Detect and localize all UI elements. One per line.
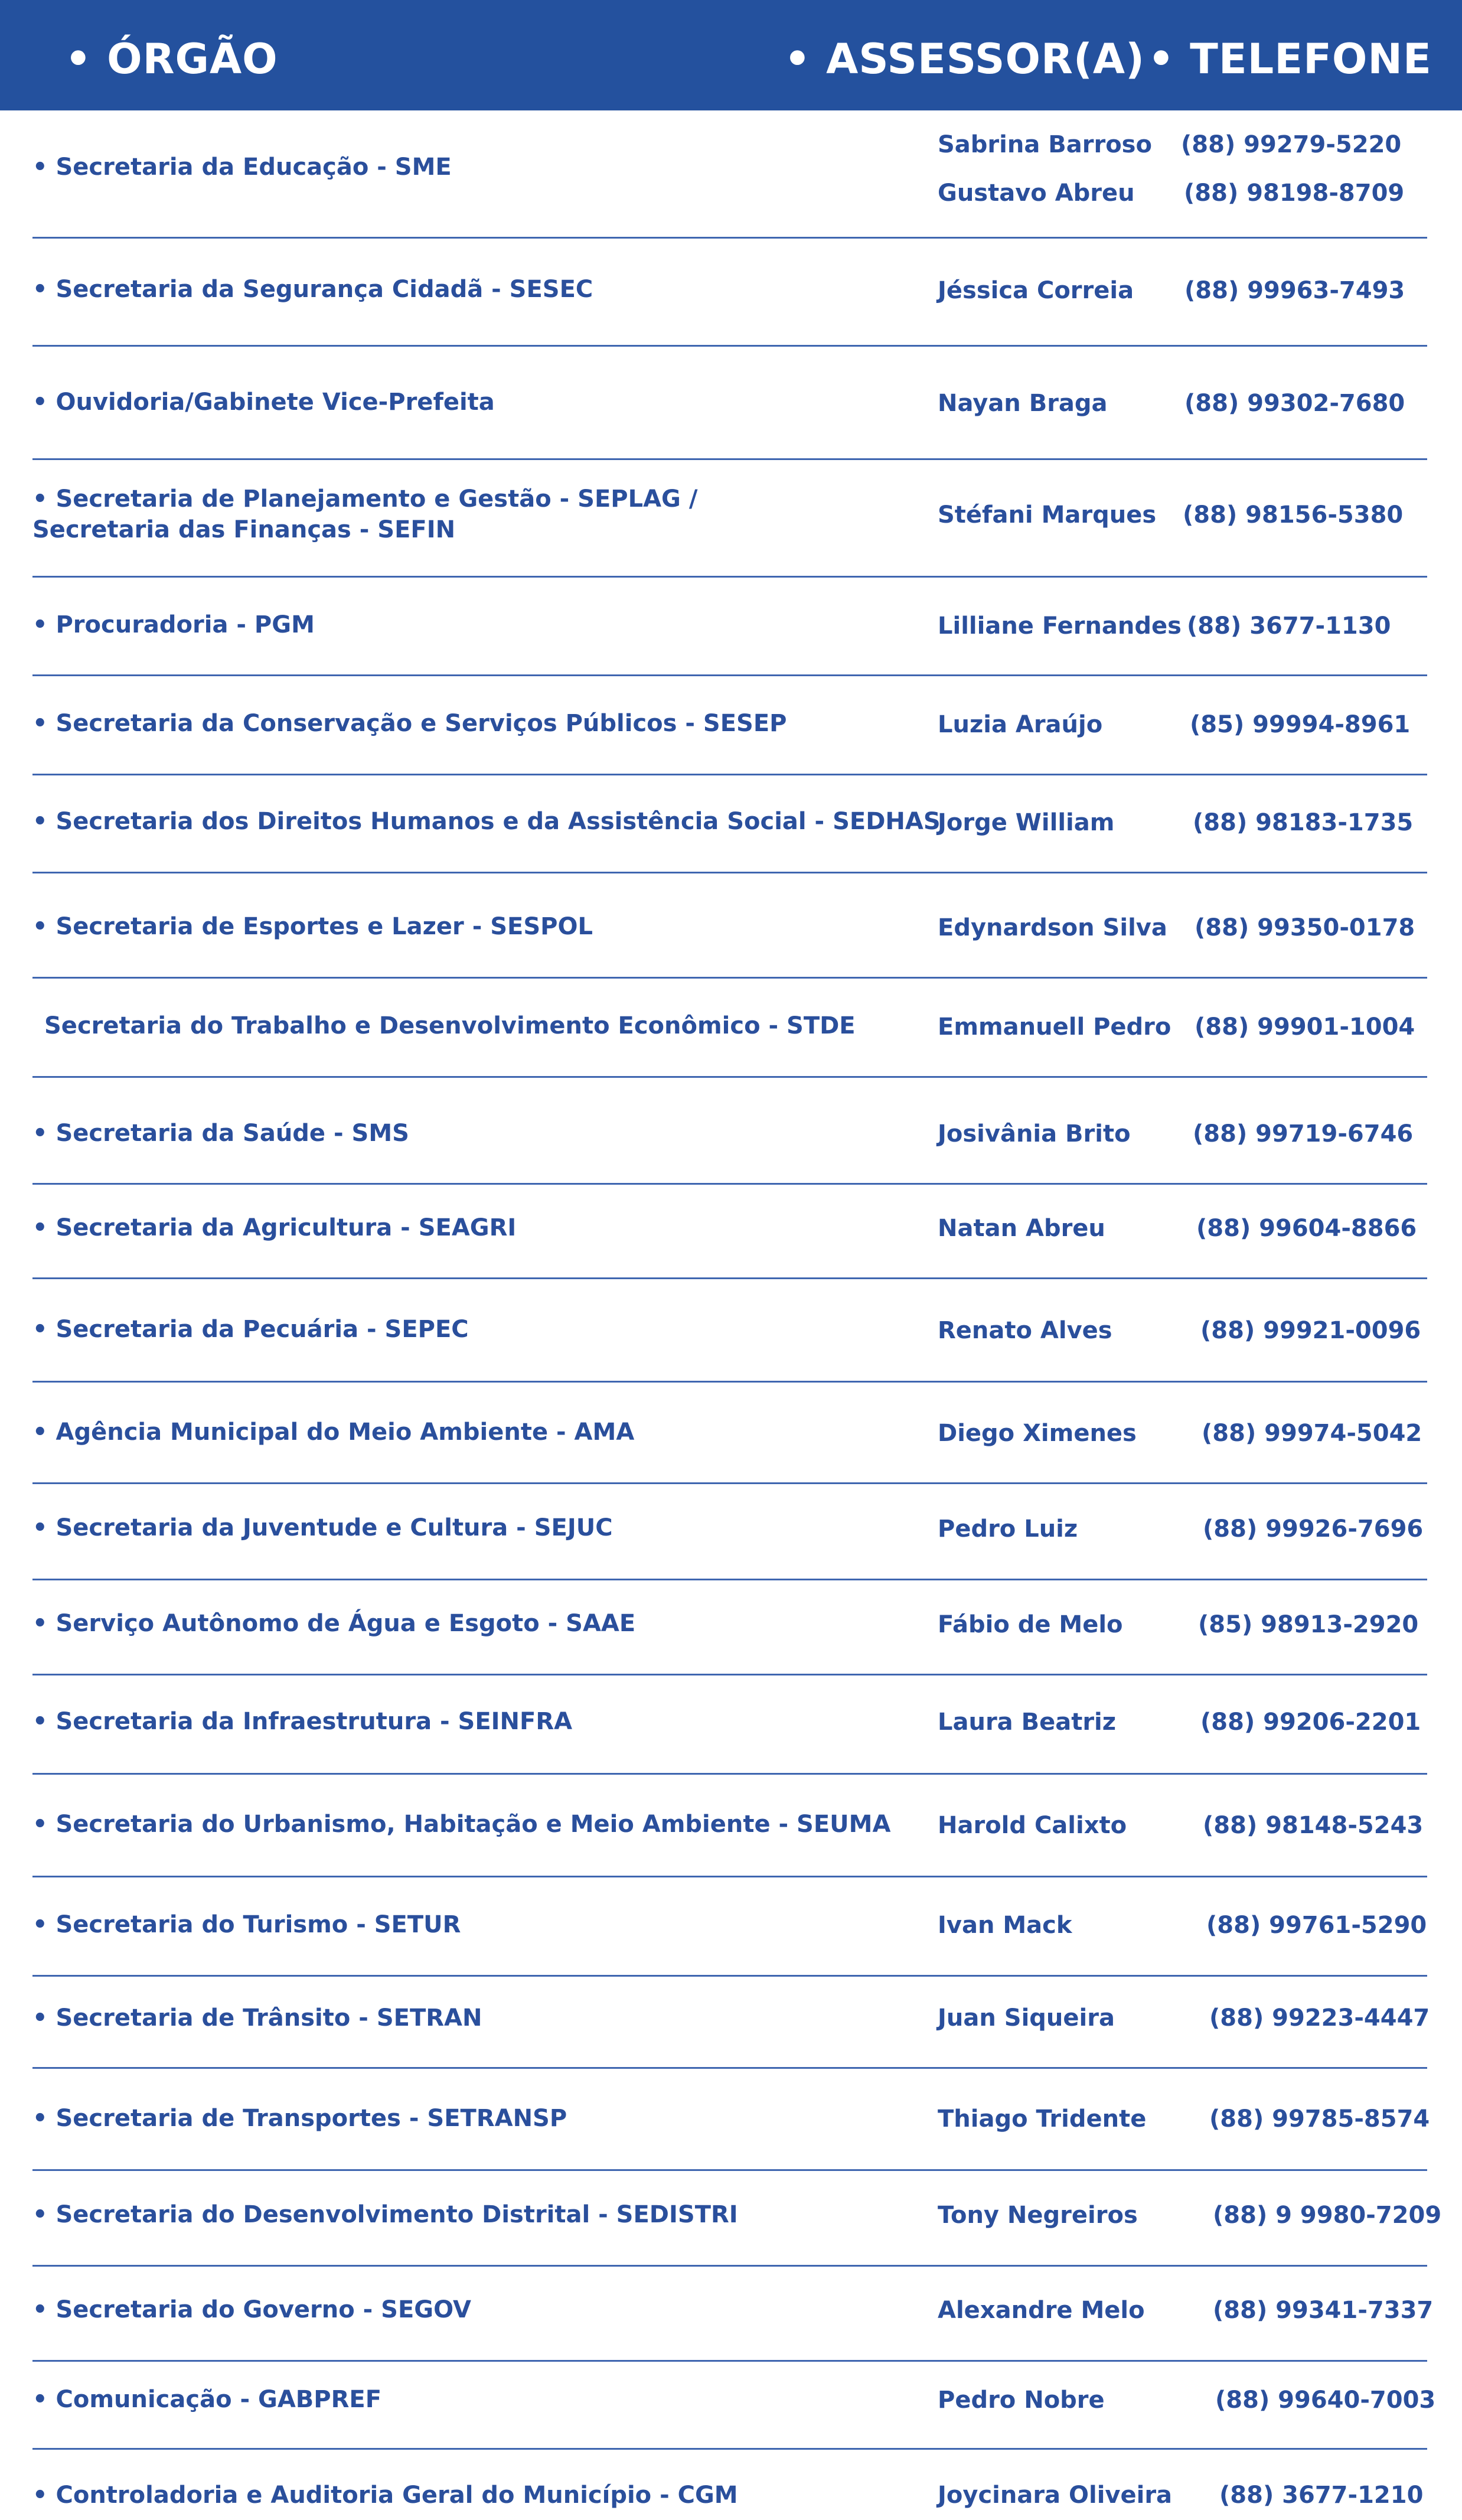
assessor-phone: (88) 98156-5380: [1183, 501, 1404, 529]
orgao-label: • Comunicação - GABPREF: [32, 2386, 382, 2413]
orgao-label: Secretaria do Trabalho e Desenvolvimento Econômico - STDE: [44, 1012, 856, 1039]
orgao-label: • Secretaria da Educação - SME: [32, 154, 452, 181]
orgao-label-line2: Secretaria das Finanças - SEFIN: [32, 516, 456, 543]
orgao-label: • Secretaria da Pecuária - SEPEC: [32, 1316, 469, 1343]
assessor-name: Ivan Mack: [938, 1912, 1072, 1939]
row-divider: [32, 2067, 1427, 2069]
row-divider: [32, 1674, 1427, 1675]
header-telefone: • TELEFONE: [1148, 35, 1432, 83]
orgao-label: • Secretaria do Turismo - SETUR: [32, 1911, 461, 1938]
row-divider: [32, 2360, 1427, 2362]
assessor-phone: (88) 98198-8709: [1184, 180, 1405, 207]
assessor-name: Diego Ximenes: [938, 1420, 1137, 1447]
row-divider: [32, 977, 1427, 979]
orgao-label: • Secretaria da Segurança Cidadã - SESEC: [32, 276, 593, 303]
assessor-name: Fábio de Melo: [938, 1611, 1123, 1638]
orgao-label: • Secretaria do Desenvolvimento Distrital - SEDISTRI: [32, 2201, 738, 2228]
assessor-name: Alexandre Melo: [938, 2297, 1145, 2324]
assessor-phone: (88) 99206-2201: [1200, 1709, 1421, 1736]
row-divider: [32, 576, 1427, 578]
assessor-phone: (88) 99921-0096: [1200, 1317, 1421, 1344]
orgao-label: • Secretaria do Urbanismo, Habitação e Meio Ambiente - SEUMA: [32, 1811, 891, 1838]
row-divider: [32, 2448, 1427, 2450]
assessor-name: Laura Beatriz: [938, 1709, 1117, 1736]
assessor-name: Joycinara Oliveira: [938, 2482, 1173, 2509]
assessor-phone: (88) 98183-1735: [1193, 809, 1414, 836]
orgao-label: • Secretaria de Trânsito - SETRAN: [32, 2004, 482, 2032]
row-divider: [32, 1381, 1427, 1383]
assessor-phone: (88) 99341-7337: [1213, 2297, 1434, 2324]
row-divider: [32, 2169, 1427, 2171]
assessor-name: Jorge William: [938, 809, 1115, 836]
orgao-label: • Agência Municipal do Meio Ambiente - AMA: [32, 1419, 635, 1446]
row-divider: [32, 1277, 1427, 1279]
assessor-name: Emmanuell Pedro: [938, 1013, 1171, 1041]
assessor-name: Pedro Nobre: [938, 2387, 1105, 2414]
assessor-name: Luzia Araújo: [938, 711, 1103, 738]
row-divider: [32, 1076, 1427, 1078]
assessor-phone: (88) 99785-8574: [1209, 2105, 1430, 2133]
row-divider: [32, 458, 1427, 460]
assessor-phone: (88) 3677-1210: [1219, 2482, 1424, 2509]
row-divider: [32, 2265, 1427, 2267]
assessor-name: Jéssica Correia: [938, 277, 1134, 304]
assessor-phone: (88) 9 9980-7209: [1213, 2202, 1442, 2229]
assessor-name: Pedro Luiz: [938, 1515, 1078, 1543]
orgao-label: • Secretaria da Conservação e Serviços Públicos - SESEP: [32, 710, 787, 737]
assessor-phone: (88) 99223-4447: [1209, 2004, 1430, 2032]
assessor-name: Nayan Braga: [938, 390, 1108, 417]
assessor-phone: (88) 3677-1130: [1187, 612, 1391, 640]
orgao-label: • Controladoria e Auditoria Geral do Município - CGM: [32, 2482, 738, 2509]
assessor-name: Natan Abreu: [938, 1215, 1105, 1242]
assessor-name: Edynardson Silva: [938, 914, 1167, 941]
assessor-name: Renato Alves: [938, 1317, 1112, 1344]
orgao-label: • Secretaria da Infraestrutura - SEINFRA: [32, 1708, 573, 1735]
orgao-label: • Secretaria da Juventude e Cultura - SEJUC: [32, 1514, 613, 1541]
assessor-name: Stéfani Marques: [938, 501, 1157, 529]
orgao-label: • Ouvidoria/Gabinete Vice-Prefeita: [32, 389, 495, 416]
orgao-label: • Serviço Autônomo de Água e Esgoto - SAAE: [32, 1610, 636, 1637]
assessor-phone: (88) 98148-5243: [1203, 1812, 1424, 1839]
assessor-name: Tony Negreiros: [938, 2202, 1138, 2229]
assessor-phone: (88) 99963-7493: [1184, 277, 1405, 304]
assessor-name: Juan Siqueira: [938, 2004, 1115, 2032]
orgao-label: • Secretaria dos Direitos Humanos e da Assistência Social - SEDHAS: [32, 808, 941, 835]
table-header: [0, 0, 1462, 110]
assessor-phone: (88) 99926-7696: [1203, 1515, 1424, 1543]
row-divider: [32, 1876, 1427, 1877]
row-divider: [32, 237, 1427, 239]
assessor-phone: (88) 99350-0178: [1195, 914, 1415, 941]
header-assessor: • ASSESSOR(A): [784, 35, 1146, 83]
assessor-phone: (88) 99974-5042: [1202, 1420, 1422, 1447]
orgao-label: • Secretaria de Transportes - SETRANSP: [32, 2105, 567, 2132]
assessor-phone: (85) 98913-2920: [1198, 1611, 1419, 1638]
assessor-name: Gustavo Abreu: [938, 180, 1135, 207]
orgao-label: • Secretaria da Saúde - SMS: [32, 1120, 409, 1147]
row-divider: [32, 1482, 1427, 1484]
assessor-name: Josivânia Brito: [938, 1120, 1131, 1147]
row-divider: [32, 1975, 1427, 1977]
row-divider: [32, 1579, 1427, 1580]
orgao-label: • Secretaria de Esportes e Lazer - SESPOL: [32, 913, 593, 940]
row-divider: [32, 1183, 1427, 1185]
orgao-label: • Secretaria do Governo - SEGOV: [32, 2296, 472, 2323]
orgao-label: • Secretaria de Planejamento e Gestão - SEPLAG /: [32, 485, 698, 513]
assessor-phone: (88) 99761-5290: [1206, 1912, 1427, 1939]
row-divider: [32, 674, 1427, 676]
assessor-phone: (88) 99604-8866: [1196, 1215, 1417, 1242]
assessor-name: Lilliane Fernandes: [938, 612, 1182, 640]
assessor-name: Sabrina Barroso: [938, 131, 1152, 158]
assessor-phone: (85) 99994-8961: [1190, 711, 1411, 738]
row-divider: [32, 1773, 1427, 1775]
assessor-phone: (88) 99279-5220: [1181, 131, 1402, 158]
assessor-phone: (88) 99302-7680: [1184, 390, 1405, 417]
row-divider: [32, 872, 1427, 873]
assessor-phone: (88) 99901-1004: [1195, 1013, 1415, 1041]
assessor-name: Harold Calixto: [938, 1812, 1127, 1839]
assessor-name: Thiago Tridente: [938, 2105, 1147, 2133]
orgao-label: • Secretaria da Agricultura - SEAGRI: [32, 1214, 517, 1241]
assessor-phone: (88) 99719-6746: [1193, 1120, 1414, 1147]
row-divider: [32, 774, 1427, 775]
assessor-phone: (88) 99640-7003: [1215, 2387, 1436, 2414]
orgao-label: • Procuradoria - PGM: [32, 611, 315, 638]
header-orgao: • ÓRGÃO: [65, 35, 278, 83]
row-divider: [32, 345, 1427, 347]
